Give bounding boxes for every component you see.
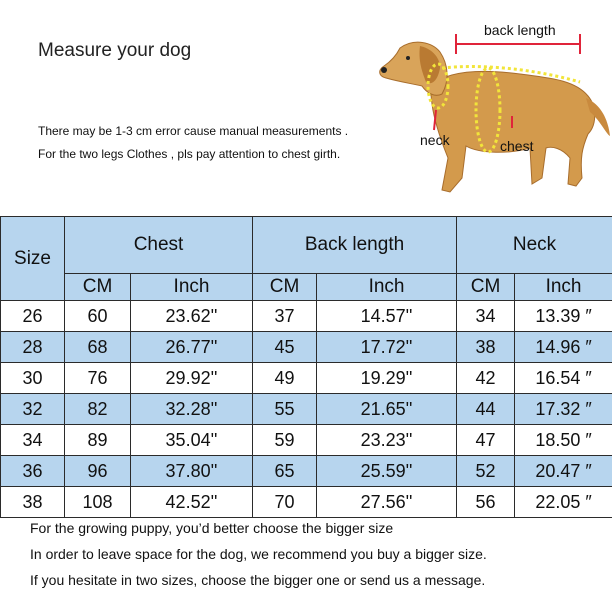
table-cell: 36 bbox=[1, 456, 65, 487]
table-cell: 34 bbox=[457, 301, 515, 332]
table-cell: 17.32 ″ bbox=[515, 394, 612, 425]
chest-header: Chest bbox=[65, 217, 253, 274]
unit-header: CM bbox=[65, 274, 131, 301]
table-cell: 26.77'' bbox=[131, 332, 253, 363]
table-cell: 49 bbox=[253, 363, 317, 394]
table-cell: 56 bbox=[457, 487, 515, 518]
dog-measurement-illustration bbox=[370, 8, 612, 208]
table-cell: 89 bbox=[65, 425, 131, 456]
unit-header: Inch bbox=[515, 274, 612, 301]
table-cell: 42.52'' bbox=[131, 487, 253, 518]
table-cell: 27.56'' bbox=[317, 487, 457, 518]
unit-header: CM bbox=[457, 274, 515, 301]
table-cell: 23.62'' bbox=[131, 301, 253, 332]
table-cell: 34 bbox=[1, 425, 65, 456]
table-cell: 37.80'' bbox=[131, 456, 253, 487]
neck-header: Neck bbox=[457, 217, 612, 274]
table-cell: 26 bbox=[1, 301, 65, 332]
back-length-label: back length bbox=[484, 22, 556, 38]
table-cell: 21.65'' bbox=[317, 394, 457, 425]
table-row bbox=[1, 363, 612, 394]
note-two-legs: For the two legs Clothes , pls pay attention to chest girth. bbox=[38, 147, 341, 161]
table-cell: 65 bbox=[253, 456, 317, 487]
table-cell: 82 bbox=[65, 394, 131, 425]
unit-header: Inch bbox=[131, 274, 253, 301]
table-row bbox=[1, 456, 612, 487]
table-cell: 16.54 ″ bbox=[515, 363, 612, 394]
table-cell: 25.59'' bbox=[317, 456, 457, 487]
footer-note-space: In order to leave space for the dog, we recommend you buy a bigger size. bbox=[30, 546, 487, 562]
table-cell: 28 bbox=[1, 332, 65, 363]
table-cell: 29.92'' bbox=[131, 363, 253, 394]
table-cell: 19.29'' bbox=[317, 363, 457, 394]
dog-icon bbox=[370, 8, 612, 208]
table-cell: 13.39 ″ bbox=[515, 301, 612, 332]
table-cell: 55 bbox=[253, 394, 317, 425]
chest-label: chest bbox=[500, 138, 534, 154]
table-cell: 42 bbox=[457, 363, 515, 394]
size-chart-table bbox=[0, 216, 612, 518]
table-cell: 17.72'' bbox=[317, 332, 457, 363]
table-cell: 76 bbox=[65, 363, 131, 394]
back-length-header: Back length bbox=[253, 217, 457, 274]
table-row bbox=[1, 425, 612, 456]
unit-header: Inch bbox=[317, 274, 457, 301]
table-row bbox=[1, 301, 612, 332]
table-cell: 20.47 ″ bbox=[515, 456, 612, 487]
note-error: There may be 1-3 cm error cause manual measurements . bbox=[38, 124, 349, 138]
table-cell: 37 bbox=[253, 301, 317, 332]
table-cell: 23.23'' bbox=[317, 425, 457, 456]
footer-note-puppy: For the growing puppy, you’d better choose the bigger size bbox=[30, 520, 394, 536]
table-cell: 14.57'' bbox=[317, 301, 457, 332]
table-cell: 96 bbox=[65, 456, 131, 487]
table-cell: 18.50 ″ bbox=[515, 425, 612, 456]
table-cell: 70 bbox=[253, 487, 317, 518]
table-cell: 47 bbox=[457, 425, 515, 456]
table-cell: 45 bbox=[253, 332, 317, 363]
table-cell: 52 bbox=[457, 456, 515, 487]
page-title: Measure your dog bbox=[38, 40, 192, 61]
table-cell: 32.28'' bbox=[131, 394, 253, 425]
table-cell: 35.04'' bbox=[131, 425, 253, 456]
table-cell: 38 bbox=[457, 332, 515, 363]
table-cell: 38 bbox=[1, 487, 65, 518]
footer-note-hesitate: If you hesitate in two sizes, choose the bigger one or send us a message. bbox=[30, 572, 486, 588]
table-cell: 108 bbox=[65, 487, 131, 518]
table-cell: 22.05 ″ bbox=[515, 487, 612, 518]
table-row bbox=[1, 394, 612, 425]
table-row bbox=[1, 332, 612, 363]
table-cell: 32 bbox=[1, 394, 65, 425]
table-cell: 44 bbox=[457, 394, 515, 425]
neck-label: neck bbox=[420, 132, 450, 148]
table-cell: 68 bbox=[65, 332, 131, 363]
table-row bbox=[1, 487, 612, 518]
table-cell: 59 bbox=[253, 425, 317, 456]
unit-header: CM bbox=[253, 274, 317, 301]
table-cell: 30 bbox=[1, 363, 65, 394]
table-cell: 60 bbox=[65, 301, 131, 332]
size-header: Size bbox=[1, 217, 65, 301]
table-cell: 14.96 ″ bbox=[515, 332, 612, 363]
